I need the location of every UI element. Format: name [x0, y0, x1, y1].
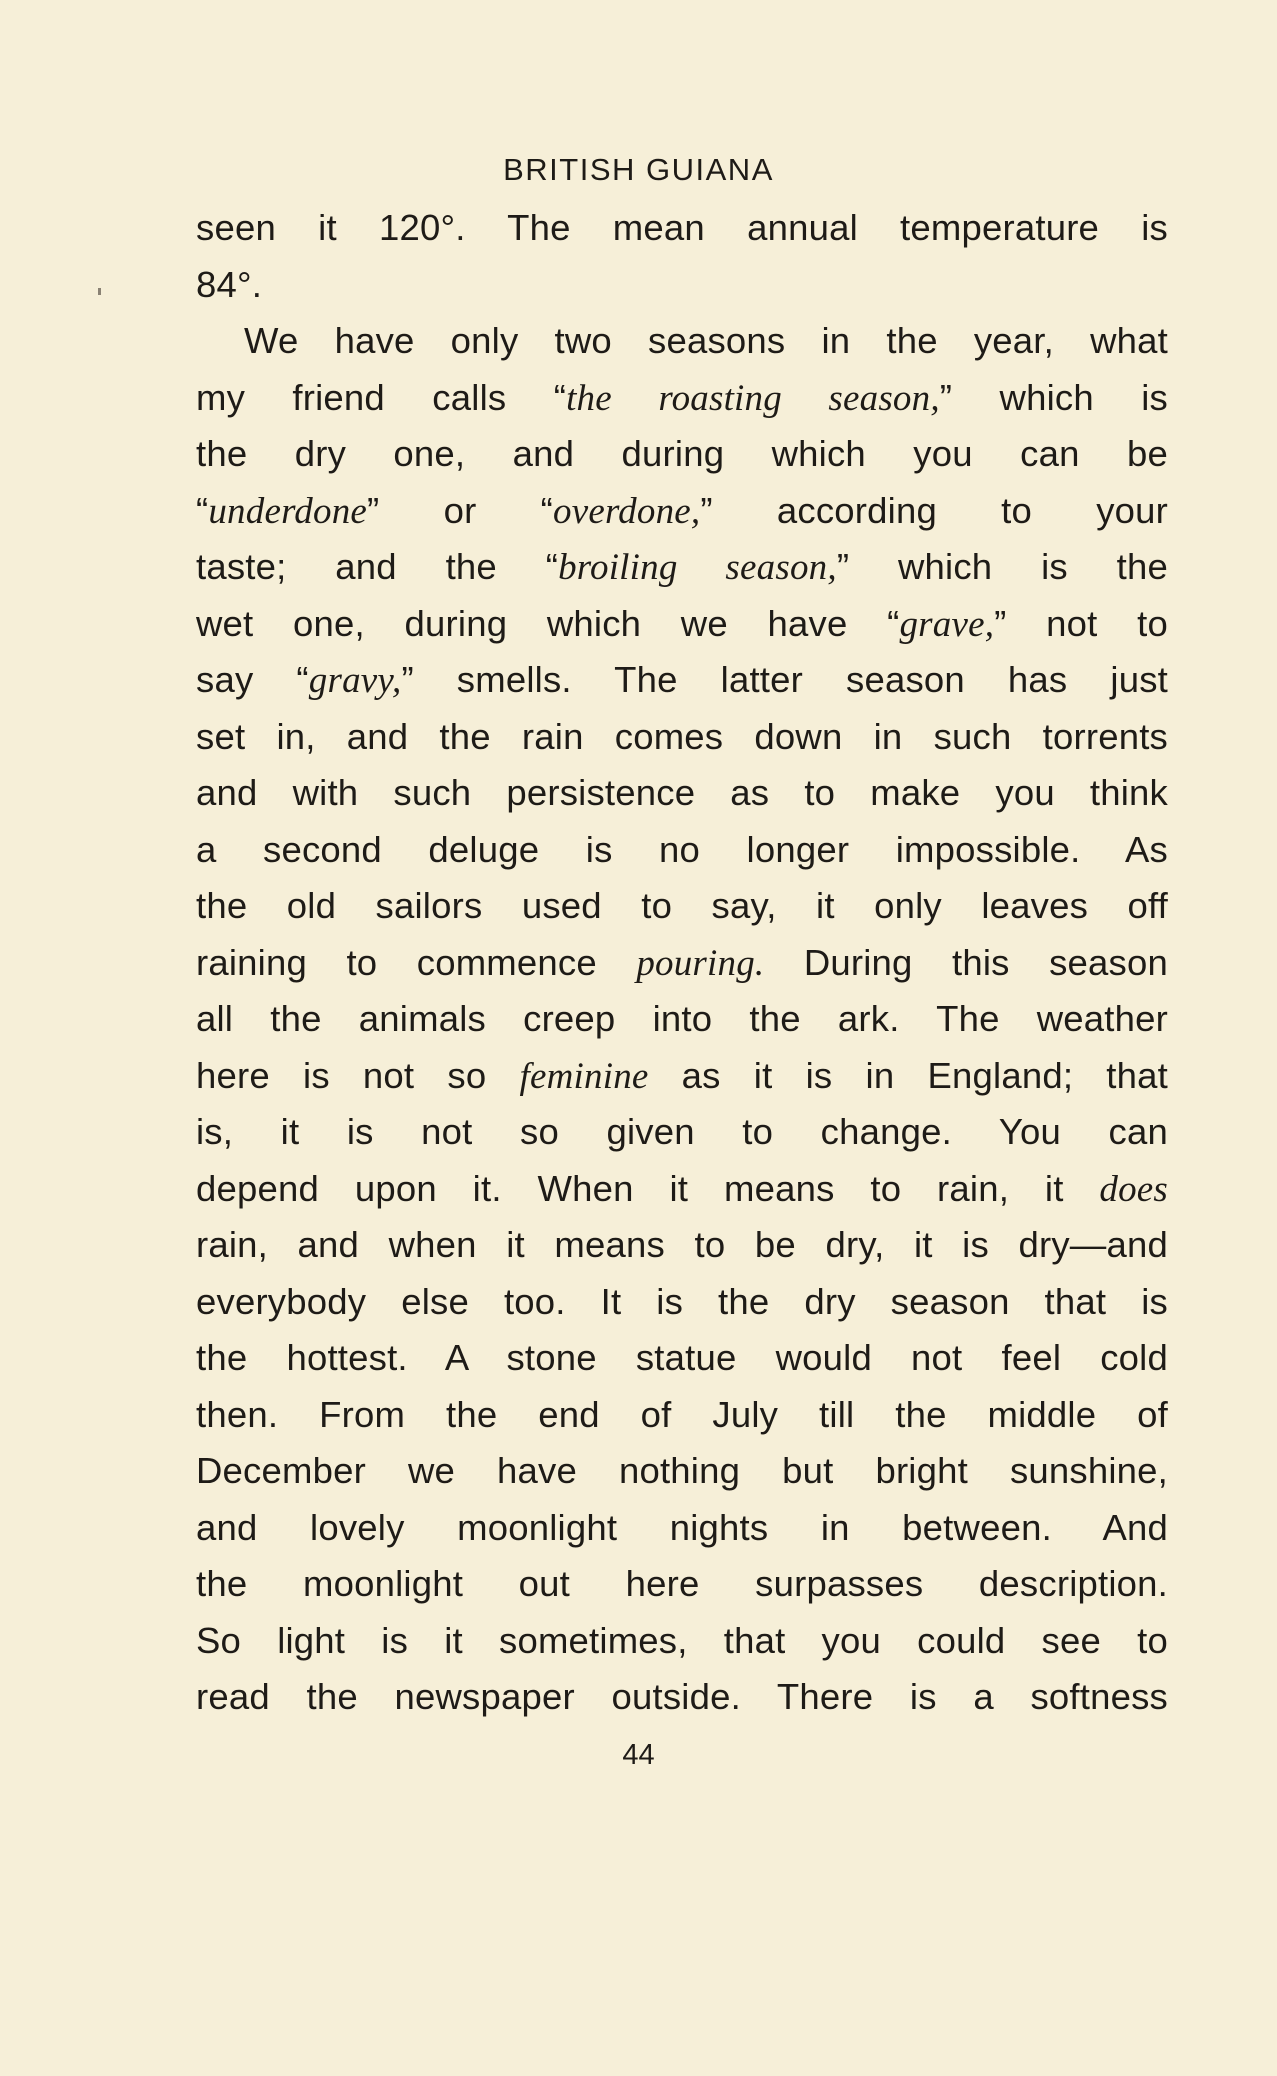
text-run: and with such persistence as to make you think [196, 772, 1168, 813]
text-line [196, 1613, 1168, 1670]
text-line [196, 596, 1168, 653]
text-run: my friend calls “ [196, 376, 567, 418]
text-run: We have only two seasons in the year, what [244, 320, 1168, 361]
text-run: So light is it sometimes, that you could see to [196, 1619, 1168, 1661]
text-line [196, 370, 1168, 427]
text-run: and lovely moonlight nights in between. And [196, 1506, 1168, 1548]
text-line [196, 822, 1168, 879]
text-run: “ [196, 489, 209, 531]
text-run: December we have nothing but bright sunshine, [196, 1450, 1168, 1491]
text-run: then. From the end of July till the middle of [196, 1393, 1168, 1435]
italic-phrase: does [1099, 1168, 1168, 1210]
text-run: as it is in England; that [648, 1054, 1168, 1096]
text-line [196, 313, 1168, 370]
page-number: 44 [622, 1739, 655, 1771]
text-run: a second deluge is no longer impossible. As [196, 828, 1168, 870]
text-run: ” which is [939, 376, 1168, 418]
text-run: read the newspaper outside. There is a softness [196, 1676, 1168, 1717]
text-line [196, 1443, 1168, 1500]
text-run: here is not so [196, 1054, 520, 1096]
text-run: ” or “ [367, 489, 553, 531]
text-run: the dry one, and during which you can be [196, 433, 1168, 474]
body-text [196, 200, 1168, 1726]
italic-phrase: broiling season, [558, 547, 837, 588]
stray-ink-mark [98, 288, 101, 295]
text-line [196, 1500, 1168, 1557]
text-run: the moonlight out here surpasses description. [196, 1563, 1168, 1604]
text-run: raining to commence [196, 941, 637, 983]
text-line [196, 1048, 1168, 1105]
text-run: the hottest. A stone statue would not feel cold [196, 1337, 1168, 1378]
text-line [196, 1161, 1168, 1218]
text-run: all the animals creep into the ark. The weather [196, 998, 1168, 1039]
text-line [196, 1330, 1168, 1387]
text-line [196, 878, 1168, 935]
text-run: ” which is the [836, 546, 1168, 587]
text-line [196, 483, 1168, 540]
text-run: 84°. [196, 263, 263, 305]
text-line [196, 1387, 1168, 1444]
text-line [196, 1217, 1168, 1274]
text-line [196, 1104, 1168, 1161]
italic-phrase: pouring. [636, 942, 765, 984]
text-line [196, 1669, 1168, 1726]
text-run: is, it is not so given to change. You can [196, 1111, 1168, 1152]
text-line [196, 426, 1168, 483]
text-run: ” not to [994, 602, 1168, 644]
text-run: rain, and when it means to be dry, it is dry—and [196, 1224, 1168, 1265]
text-run: wet one, during which we have “ [196, 602, 900, 644]
italic-phrase: the roasting season, [566, 377, 940, 419]
text-run: seen it 120°. The mean annual temperature is [196, 207, 1168, 248]
text-run: depend upon it. When it means to rain, it [196, 1167, 1100, 1209]
text-line [196, 765, 1168, 822]
text-run: the old sailors used to say, it only leaves off [196, 885, 1168, 926]
text-run: set in, and the rain comes down in such torrents [196, 715, 1168, 757]
text-line [196, 991, 1168, 1048]
italic-phrase: gravy, [308, 660, 402, 701]
text-line [196, 709, 1168, 766]
text-line [196, 935, 1168, 992]
text-run: ” according to your [700, 489, 1168, 531]
text-line [196, 1274, 1168, 1331]
text-line [196, 652, 1168, 709]
text-run: everybody else too. It is the dry season that is [196, 1280, 1168, 1322]
text-run: say “ [196, 659, 309, 700]
text-line [196, 1556, 1168, 1613]
italic-phrase: overdone, [553, 490, 701, 532]
italic-phrase: underdone [208, 490, 368, 532]
text-line [196, 539, 1168, 596]
text-run: taste; and the “ [196, 546, 559, 587]
text-run: ” smells. The latter season has just [401, 659, 1168, 700]
running-head: BRITISH GUIANA [503, 152, 774, 187]
italic-phrase: feminine [519, 1055, 649, 1097]
text-line [196, 200, 1168, 257]
italic-phrase: grave, [899, 603, 995, 645]
text-line [196, 257, 1168, 314]
text-run: During this season [764, 941, 1168, 983]
